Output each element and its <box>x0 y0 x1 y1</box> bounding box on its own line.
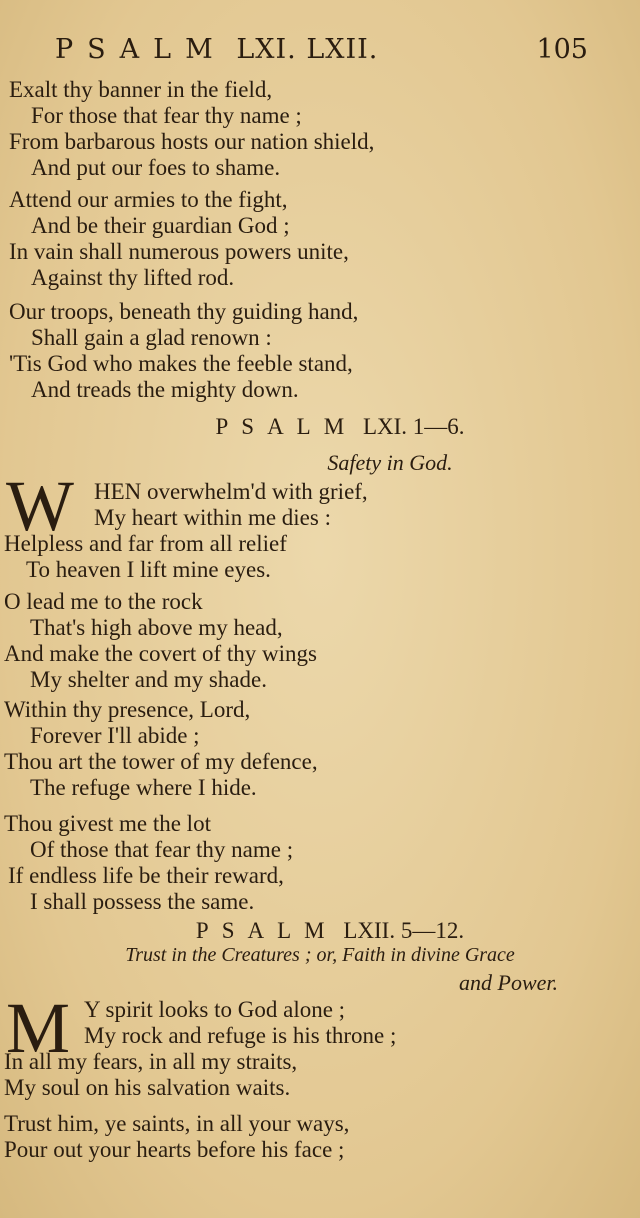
running-head-word: PSALM <box>55 34 227 65</box>
psalm-61-dropcap: W <box>6 466 74 546</box>
verse-line: For those that fear thy name ; <box>31 103 302 128</box>
verse-line: My heart within me dies : <box>94 505 331 530</box>
verse-line: Of those that fear thy name ; <box>30 837 294 862</box>
verse-line: Exalt thy banner in the field, <box>9 77 273 102</box>
verse-line: And treads the mighty down. <box>31 377 299 402</box>
verse-line: Within thy presence, Lord, <box>4 697 251 722</box>
verse-line: Thou givest me the lot <box>4 811 211 836</box>
psalm-62-heading-rest: LXII. 5—12. <box>343 918 465 943</box>
verse-line: In all my fears, in all my straits, <box>4 1049 298 1074</box>
page-number: 105 <box>536 34 588 65</box>
verse-line: Thou art the tower of my defence, <box>4 749 318 774</box>
running-head-numbers: LXI. LXII. <box>236 34 379 65</box>
psalm-62-dropcap: M <box>6 988 71 1068</box>
verse-line: My shelter and my shade. <box>30 667 267 692</box>
psalm-62-heading <box>0 918 640 944</box>
verse-line: My rock and refuge is his throne ; <box>84 1023 397 1048</box>
verse-line: Forever I'll abide ; <box>30 723 200 748</box>
psalm-61-heading-word: PSALM <box>215 414 358 439</box>
verse-line: If endless life be their reward, <box>8 863 284 888</box>
verse-line: Attend our armies to the fight, <box>9 187 288 212</box>
verse-line: That's high above my head, <box>30 615 283 640</box>
verse-line: Our troops, beneath thy guiding hand, <box>9 299 359 324</box>
running-head <box>55 34 378 65</box>
verse-line: And make the covert of thy wings <box>4 641 317 666</box>
verse-line: And put our foes to shame. <box>31 155 281 180</box>
psalm-62-subtitle-line2: and Power. <box>459 970 558 995</box>
verse-line: Helpless and far from all relief <box>4 531 287 556</box>
psalm-61-heading <box>0 414 640 440</box>
verse-line: My soul on his salvation waits. <box>4 1075 291 1100</box>
psalm-62-subtitle-line1: Trust in the Creatures ; or, Faith in divine Grace <box>125 944 515 966</box>
verse-line: In vain shall numerous powers unite, <box>9 239 349 264</box>
verse-line: I shall possess the same. <box>30 889 255 914</box>
verse-line: 'Tis God who makes the feeble stand, <box>9 351 353 376</box>
verse-line: Trust him, ye saints, in all your ways, <box>4 1111 350 1136</box>
verse-line: Pour out your hearts before his face ; <box>4 1137 345 1162</box>
verse-line: Y spirit looks to God alone ; <box>84 997 346 1022</box>
verse-line: Against thy lifted rod. <box>31 265 235 290</box>
page-header <box>0 30 640 70</box>
verse-line: O lead me to the rock <box>4 589 203 614</box>
verse-line: And be their guardian God ; <box>31 213 290 238</box>
verse-line: HEN overwhelm'd with grief, <box>94 479 368 504</box>
psalm-61-heading-rest: LXI. 1—6. <box>362 414 465 439</box>
verse-line: Shall gain a glad renown : <box>31 325 272 350</box>
verse-line: To heaven I lift mine eyes. <box>26 557 271 582</box>
verse-line: From barbarous hosts our nation shield, <box>9 129 375 154</box>
psalm-61-subtitle: Safety in God. <box>327 450 453 475</box>
psalm-62-heading-word: PSALM <box>195 918 338 943</box>
verse-line: The refuge where I hide. <box>30 775 257 800</box>
